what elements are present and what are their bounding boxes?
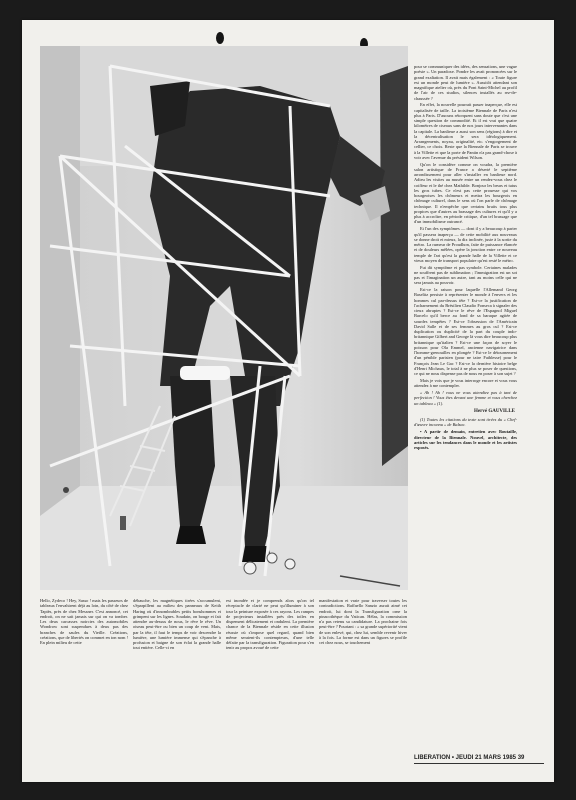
body-column-1: Hello, Zydeco ! Hey, Sasso ! mais les passeurs de tableaux l'envahirent déjà au loin, du côté de chez Tapiès, près de chez Messner. C'est annoncé, cet endroit, on ne sait jamais sur qui on va tomber. Les deux carcasses noircies des automobiles Wondrow sont suspendues à deux pas des branches de saules du Vieille. Créations, créations, que de libertés on commet en ton nom ! En plein milieu de cette [40,598,128,645]
article-photo [40,46,408,590]
right-column: pour se communiquer des idées, des sensations, une vague poésie ». Un paradoxe. Pondre les avait prononcées sur le grand exaltation. Il avait mais également : « Toute figure est un monde peut de lumière ». Aussitôt attendant son magnifique atelier où, près du Pont Saint-Michel au profil de l'air de ces studios, silences installés au rez-de-chaussée ? En effet, la nouvelle pourrait passer inaperçue, elle est capitalisée de taille. La troisième Biennale de Paris n'est plus à Paris. D'aucuns rétorquent sans doute que c'est une simple question de commodité. Et il est vrai que quatre kilomètres de ciseaux sans de nos jours intervenantes dans la capitale. La banlieue a aussi son sens (régions) à dire et la décentralisation le sera idéologiquement. Arrangements, noyau, originalité, etc. s'engorgement de cellier, ce choix. Reste que la Biennale de Paris se trouve à la Villette et que la porte de Pantin n'a pas grand-chose à voir avec l'avenue du président Wilson. Qu'on le considère comme on voudra, la première salon artistique de France a déserté le septième arrondissement pour aller s'installer en banlieue nord. Adieu les visites au musée entre un rendez-vous chez le coiffeur et le thé chez Mathilde. Bonjour les beurs et tutus les gros tubes. Ce n'est pas cette prouesse qui vos bourgeoises les chômeurs et mettra les bourgeois en chômage culturel, dans le sens où l'on parle de chômage technique. Il n'empêche que certains bruits tous plus propices que d'autres au brassage des cultures et qu'il y a plus à accroître, en période critique, d'un tel brassage que d'un immobilisme outrancé. Et l'un des symptômes — dont il y a beaucoup à parier qu'il passera inaperçu — de cette mobilité aux nouveaux se donne droit et mieux, la dix inclinée, juste à la sortie du métro. La rumeur de Proudhon, faite de puissance élancée et de douleurs mêlées, opère la jonction entre ce nouveau temple de l'art qu'est la grande halle de la Villette et ce vieux moyen de transport populaire qu'est resté le métro. Fut dit symptôme et pas symbole. Certaines malades ne souffrent pas de sublimation ; l'immigration est un sot pas et l'imagination un autre, tant au moins celle qui ne sera jamais au pouvoir. Est-ce la raison pour laquelle l'Allemand Georg Baselitz persiste à représenter le monde à l'envers et les hommes cul par-dessus tête ? Est-ce la justification de l'acharnement du Brésilien Claudio Fonseca à signaler des cieux abruptes ? Est-ce le rêve de l'Espagnol Miguel Barcelo qu'il berce au fond de sa baraque agitée de sourdes tempêtes ? Est-ce l'obsession de l'Américain David Salle et de ses femmes au gros cul ? Est-ce duplication ou duplicité de la part du couple indo-britannique Gilbert and George là vous dire beaucoup plus britannique qu'italien ? Est-ce une façon de soyer le poisson pour Ola Emmel, ancienne navigatrice dans l'homme-grenouilles en plongée ? Est-ce le détournement d'un pénible parisien (pour ne taire Faiblesse) pour le François Jean Le Gac ? Est-ce la dernière histoire belge d'Henri Michaux, le total à ne plus se poser de questions, ce qui ne nous dispense pas de nous en poser à son sujet ? Mais je vois que je vous interroge encore et vous vous attendez à me contempler. « Ah ! Ah ! vous ne vous attendiez pas à tant de perfection ! Vous êtes devant une femme et vous cherchez un tableau » (1). Hervé GAUVILLE (1) Toutes les citations du texte sont tirées du « Chef-d'œuvre inconnu » de Balzac. • A partir de demain, entretien avec Boutaille, directeur de la Biennale. Nouvel, architecte, des articles sur les tendances dans le monde et les artistes exposés. [414,64,517,450]
newspaper-page [22,20,554,782]
page-footer [414,755,544,761]
closing-quote: « Ah ! Ah ! vous ne vous attendiez pas à tant de perfection ! Vous êtes devant une femme et vous cherchez un tableau » (1). [414,390,517,406]
editor-note: • A partir de demain, entretien avec Boutaille, directeur de la Biennale. Nouvel, architecte, des articles sur les tendances dans le monde et les artistes exposés. [414,429,517,450]
page-number: 39 [517,755,525,761]
body-column-4: manifestation et vraie pour traverser toutes les contradictions. Raffaello Sanzio aurait aimé cet endroit, lui dont la Transfiguration orne la pinacothèque du Vatican. Hélas, la commission n'a pas retenu sa candidature. La prochaine fois peut-être ? Pourtant : « sa grande supériorité vient de son enlevé, qui, chez lui, semble revenir hiver à la fois. La forme est dans un figures se profile cet chez nous, se touchement [319,598,407,645]
footer-rule [414,763,544,764]
author-signature: Hervé GAUVILLE [474,408,515,414]
body-column-3: est inondée et je comprends alors qu'on tel réceptacle de clarté ne peut qu'illuminer à son tour la peinture exposée à ces rayons. Les rampes de projecteurs installées près des toiles en dispensent délicatement et ondulent. La première chance de la Biennale réside en cette illusion réussie où s'impose quel regard, quand bien même seraient-ils contempteurs, d'une telle défaite par la transfiguration. Figuration pour s'en tenir au propos avoué de cette [226,598,314,651]
footnote: (1) Toutes les citations du texte sont tirées du « Chef-d'œuvre inconnu » de Balzac. [414,417,517,428]
punch-hole [216,32,224,44]
scaffold-photo [40,46,408,590]
footer-masthead: LIBERATION • JEUDI 21 MARS 1985 [414,755,518,761]
body-column-2: débauche, les magnétiques tirées s'accumulent, s'éparpillent au milieu des panneaux de Keith Haring où d'innombrables petits bonshommes et grimpent sur les lignes. Soudain, on bouge et fait attendre au-dessus de nous, le rêve le rêve. Un oiseau peut-être ou bien un coup de vent. Mais, par la tête, il faut le temps de voir descendre la lumière, une lumière immense qui s'épanche à profusion et baigne de son éclat la grande halle tout entière. Celle-ci en [133,598,221,651]
